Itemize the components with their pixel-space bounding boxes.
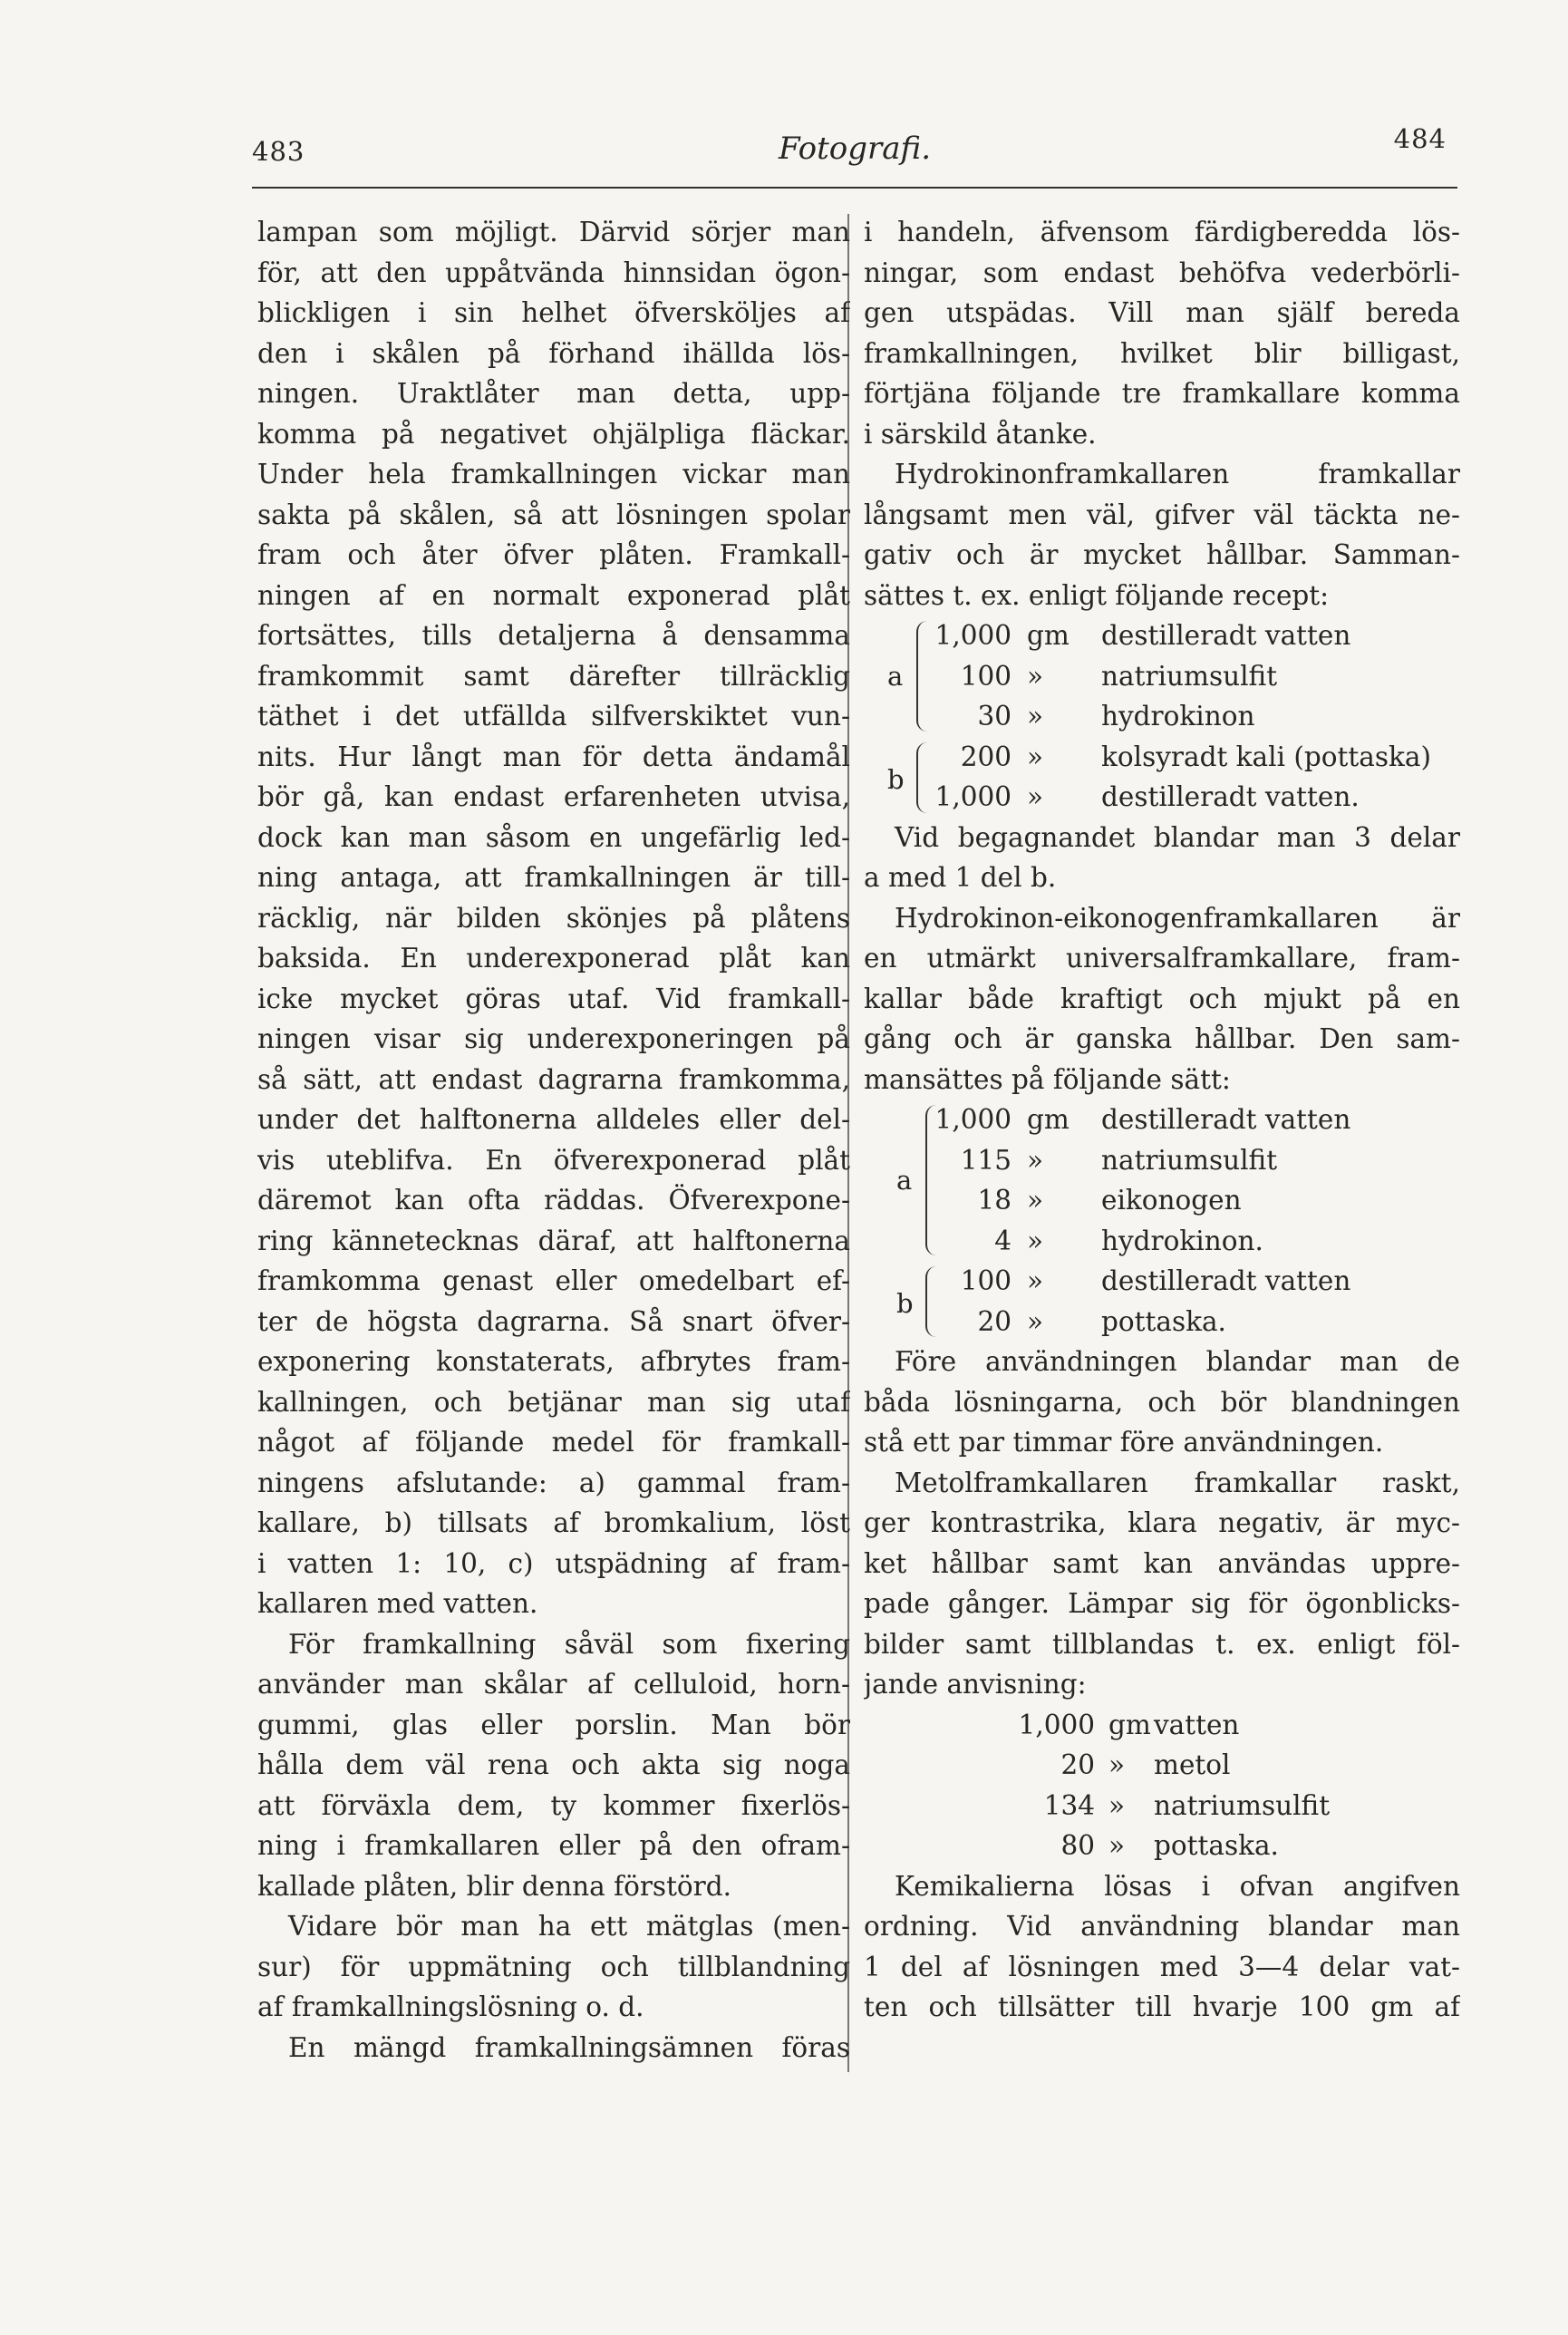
recipe-row: [864, 777, 1460, 818]
page-title: Fotografi.: [778, 131, 932, 167]
substance: destilleradt vatten.: [1101, 781, 1360, 812]
text-line: vis uteblifva. En öfverexponerad plåt: [257, 1144, 850, 1176]
text-line: använder man skålar af celluloid, horn-: [257, 1669, 850, 1700]
text-line: sättes t. ex. enligt följande recept:: [864, 579, 1330, 611]
text-line: ger kontrastrika, klara negativ, är myc-: [864, 1507, 1460, 1538]
text-line: kallade plåten, blir denna förstörd.: [257, 1870, 732, 1902]
unit: gm: [1027, 1104, 1070, 1135]
unit: »: [1108, 1789, 1126, 1821]
text-line: Vidare bör man ha ett mätglas (men-: [288, 1911, 850, 1942]
substance: hydrokinon.: [1101, 1225, 1263, 1256]
substance: destilleradt vatten: [1101, 620, 1351, 651]
unit: »: [1108, 1830, 1126, 1861]
page-number-left: 483: [252, 136, 305, 167]
text-line: i handeln, äfvensom färdigberedda lös-: [864, 217, 1460, 247]
text-line: ordning. Vid användning blandar man: [864, 1911, 1460, 1942]
unit: »: [1027, 1265, 1044, 1296]
text-line: under det halftonerna alldeles eller del-: [257, 1104, 850, 1135]
quantity: 200: [960, 741, 1011, 772]
quantity: 134: [1043, 1789, 1095, 1821]
text-line: gativ och är mycket hållbar. Samman-: [864, 539, 1460, 570]
substance: natriumsulfit: [1154, 1789, 1331, 1821]
unit: »: [1027, 1185, 1044, 1216]
text-line: däremot kan ofta räddas. Öfverexpone-: [257, 1185, 850, 1216]
quantity: 30: [977, 701, 1011, 732]
text-line: fortsättes, tills detaljerna å densamma: [257, 620, 850, 651]
quantity: 1,000: [934, 1104, 1011, 1135]
substance: pottaska.: [1154, 1830, 1279, 1861]
text-line: Kemikalierna lösas i ofvan angifven: [895, 1870, 1460, 1902]
text-line: stå ett par timmar före användningen.: [864, 1427, 1384, 1458]
text-line: En mängd framkallningsämnen föras: [288, 2031, 850, 2063]
substance: destilleradt vatten: [1101, 1265, 1351, 1296]
substance: metol: [1154, 1749, 1231, 1780]
text-line: exponering konstaterats, afbrytes fram-: [257, 1346, 850, 1377]
text-line: nits. Hur långt man för detta ändamål: [257, 741, 850, 772]
text-line: kallar både kraftigt och mjukt på en: [864, 983, 1460, 1014]
text-line: för, att den uppåtvända hinnsidan ögon-: [257, 257, 850, 288]
recipe-hydrokinon: [864, 615, 1460, 818]
quantity: 100: [960, 1265, 1011, 1296]
text-line: pade gånger. Lämpar sig för ögonblicks-: [864, 1588, 1460, 1619]
quantity: 4: [994, 1225, 1011, 1256]
quantity: 1,000: [1018, 1709, 1095, 1740]
substance: natriumsulfit: [1101, 660, 1278, 692]
text-line: ningen visar sig underexponeringen på: [257, 1023, 850, 1054]
unit: »: [1027, 701, 1044, 732]
text-line: en utmärkt universalframkallare, fram-: [864, 943, 1460, 974]
substance: natriumsulfit: [1101, 1144, 1278, 1176]
text-line: dock kan man såsom en ungefärlig led-: [257, 821, 850, 853]
substance: eikonogen: [1101, 1185, 1242, 1216]
recipe-row: [864, 656, 1460, 697]
text-line: i särskild åtanke.: [864, 418, 1097, 450]
text-line: hålla dem väl rena och akta sig noga: [257, 1749, 850, 1780]
text-line: af framkallningslösning o. d.: [257, 1991, 644, 2022]
recipe-eikonogen: [864, 1100, 1460, 1342]
substance: pottaska.: [1101, 1305, 1226, 1337]
text-line: kallningen, och betjänar man sig utaf: [257, 1386, 850, 1418]
text-line: båda lösningarna, och bör blandningen: [864, 1386, 1460, 1418]
unit: »: [1027, 781, 1044, 812]
text-line: ning i framkallaren eller på den ofram-: [257, 1830, 850, 1861]
text-line: förtjäna följande tre framkallare komma: [864, 378, 1460, 409]
recipe-row: [864, 1826, 1460, 1866]
text-line: att förväxla dem, ty kommer fixerlös-: [257, 1789, 850, 1821]
text-line: ter de högsta dagrarna. Så snart öfver-: [257, 1305, 850, 1337]
substance: hydrokinon: [1101, 701, 1255, 732]
text-line: ningen. Uraktlåter man detta, upp-: [257, 378, 850, 409]
text-line: täthet i det utfällda silfverskiktet vun-: [257, 701, 850, 732]
text-line: ning antaga, att framkallningen är till-: [257, 862, 850, 893]
text-line: mansättes på följande sätt:: [864, 1063, 1231, 1095]
text-line: Metolframkallaren framkallar raskt,: [895, 1467, 1460, 1498]
text-line: kallare, b) tillsats af bromkalium, löst: [257, 1507, 850, 1538]
recipe-row: [864, 1140, 1460, 1181]
recipe-row: [864, 1261, 1460, 1302]
text-line: gen utspädas. Vill man själf bereda: [864, 297, 1460, 328]
text-line: lampan som möjligt. Därvid sörjer man: [257, 217, 850, 247]
page-number-right: 484: [1393, 123, 1447, 154]
quantity: 115: [960, 1144, 1011, 1176]
substance: kolsyradt kali (pottaska): [1101, 741, 1431, 772]
text-line: a med 1 del b.: [864, 862, 1057, 893]
text-line: så sätt, att endast dagrarna framkomma,: [257, 1063, 850, 1095]
recipe-row: [864, 1786, 1460, 1826]
recipe-row: [864, 1745, 1460, 1786]
left-column: [257, 212, 850, 2068]
text-line: räcklig, när bilden skönjes på plåtens: [257, 902, 850, 934]
text-line: För framkallning såväl som fixering: [288, 1628, 850, 1660]
text-line: Under hela framkallningen vickar man: [257, 459, 850, 489]
text-line: ningen af en normalt exponerad plåt: [257, 579, 850, 611]
text-line: Hydrokinonframkallaren framkallar: [895, 459, 1460, 489]
text-line: framkommit samt därefter tillräcklig: [257, 660, 850, 692]
text-line: bilder samt tillblandas t. ex. enligt föl-: [864, 1628, 1460, 1660]
recipe-row: [864, 696, 1460, 737]
recipe-row: [864, 1302, 1460, 1342]
quantity: 20: [1060, 1749, 1095, 1780]
text-line: icke mycket göras utaf. Vid framkall-: [257, 983, 850, 1014]
text-line: framkallningen, hvilket blir billigast,: [864, 337, 1460, 369]
quantity: 100: [960, 660, 1011, 692]
text-line: 1 del af lösningen med 3—4 delar vat-: [864, 1951, 1460, 1982]
unit: »: [1108, 1749, 1126, 1780]
text-line: ring kännetecknas däraf, att halftonerna: [257, 1225, 850, 1256]
text-line: komma på negativet ohjälpliga fläckar.: [257, 418, 850, 450]
text-line: blickligen i sin helhet öfversköljes af: [257, 297, 850, 328]
unit: gm: [1027, 620, 1070, 651]
text-line: Hydrokinon-eikonogenframkallaren är: [895, 902, 1460, 934]
text-line: Före användningen blandar man de: [895, 1346, 1460, 1377]
unit: gm: [1108, 1709, 1151, 1740]
unit: »: [1027, 1305, 1044, 1337]
recipe-row: [864, 615, 1460, 656]
recipe-row: [864, 1705, 1460, 1746]
text-line: sur) för uppmätning och tillblandning: [257, 1951, 850, 1982]
unit: »: [1027, 1225, 1044, 1256]
recipe-row: [864, 1100, 1460, 1140]
quantity: 18: [977, 1185, 1011, 1216]
text-line: något af följande medel för framkall-: [257, 1427, 850, 1458]
recipe-row: [864, 1221, 1460, 1262]
text-line: jande anvisning:: [864, 1669, 1087, 1700]
quantity: 1,000: [934, 781, 1011, 812]
text-line: den i skålen på förhand ihällda lös-: [257, 337, 850, 369]
recipe-row: [864, 737, 1460, 778]
unit: »: [1027, 741, 1044, 772]
group-label-b: b: [896, 1288, 914, 1319]
text-line: långsamt men väl, gifver väl täckta ne-: [864, 499, 1460, 530]
right-column: [864, 212, 1460, 2028]
unit: »: [1027, 1144, 1044, 1176]
running-head: [252, 123, 1457, 189]
text-line: ten och tillsätter till hvarje 100 gm af: [864, 1991, 1460, 2022]
group-label-b: b: [887, 764, 905, 795]
recipe-metol: [864, 1705, 1460, 1866]
text-line: Vid begagnandet blandar man 3 delar: [895, 821, 1460, 853]
text-line: bör gå, kan endast erfarenheten utvisa,: [257, 781, 850, 812]
quantity: 80: [1060, 1830, 1095, 1861]
group-label-a: a: [887, 661, 904, 692]
text-line: fram och åter öfver plåten. Framkall-: [257, 539, 850, 570]
quantity: 20: [977, 1305, 1011, 1337]
substance: destilleradt vatten: [1101, 1104, 1351, 1135]
text-line: kallaren med vatten.: [257, 1588, 538, 1619]
group-label-a: a: [896, 1165, 913, 1196]
unit: »: [1027, 660, 1044, 692]
text-line: baksida. En underexponerad plåt kan: [257, 943, 850, 974]
text-line: i vatten 1: 10, c) utspädning af fram-: [257, 1547, 850, 1579]
text-line: ket hållbar samt kan användas uppre-: [864, 1547, 1460, 1579]
text-line: gång och är ganska hållbar. Den sam-: [864, 1023, 1460, 1054]
quantity: 1,000: [934, 620, 1011, 651]
substance: vatten: [1154, 1709, 1240, 1740]
recipe-row: [864, 1180, 1460, 1221]
text-line: framkomma genast eller omedelbart ef-: [257, 1265, 850, 1296]
text-line: sakta på skålen, så att lösningen spolar: [257, 499, 850, 530]
text-line: ningens afslutande: a) gammal fram-: [257, 1467, 850, 1498]
text-line: ningar, som endast behöfva vederbörli-: [864, 257, 1460, 288]
text-line: gummi, glas eller porslin. Man bör: [257, 1709, 850, 1740]
